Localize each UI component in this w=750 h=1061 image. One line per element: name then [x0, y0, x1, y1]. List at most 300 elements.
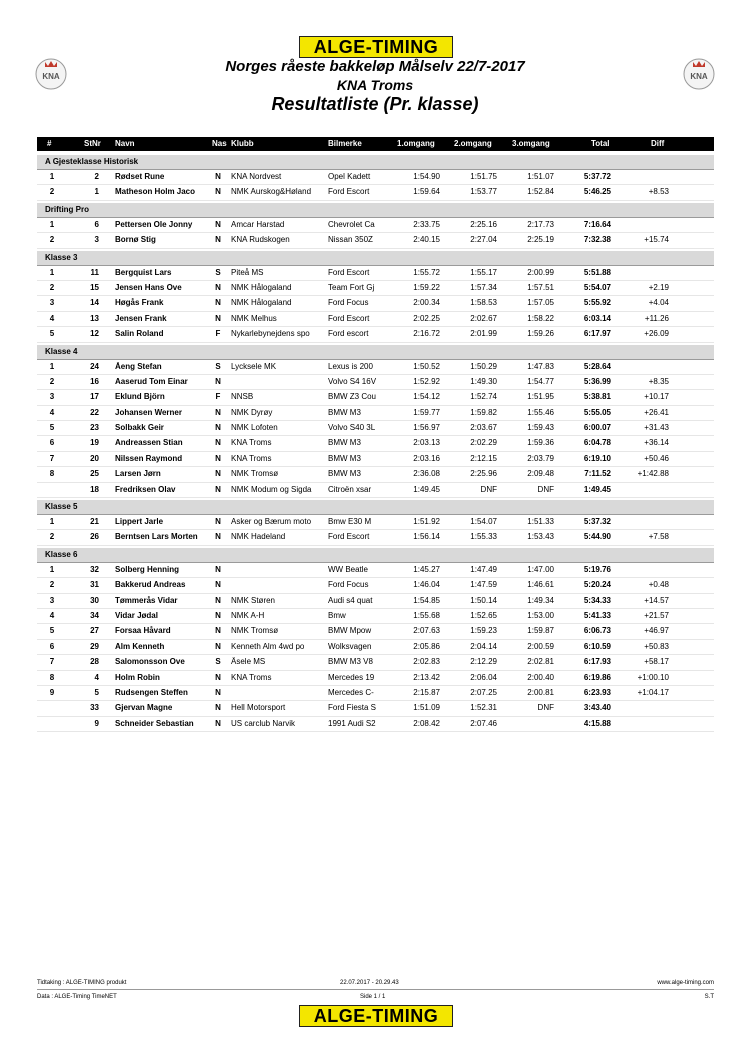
nation-cell: N: [215, 564, 221, 574]
class-name: Drifting Pro: [45, 204, 89, 214]
stnr-cell: 16: [90, 376, 99, 386]
omgang-1-cell: 2:15.87: [413, 687, 440, 697]
club-cell: NMK Tromsø: [231, 626, 279, 636]
omgang-3-cell: 1:52.84: [527, 187, 554, 197]
class-header: [37, 345, 714, 360]
nation-cell: N: [215, 687, 221, 697]
total-cell: 6:23.93: [583, 687, 611, 697]
name-cell: Jensen Hans Ove: [115, 282, 182, 292]
omgang-1-cell: 1:50.52: [413, 361, 440, 371]
total-cell: 7:16.64: [583, 219, 611, 229]
class-header: [37, 203, 714, 218]
omgang-1-cell: 1:59.22: [413, 282, 440, 292]
stnr-cell: 25: [90, 469, 99, 479]
omgang-1-cell: 2:03.13: [413, 438, 440, 448]
total-cell: 5:51.88: [583, 267, 611, 277]
stnr-cell: 24: [90, 361, 99, 371]
car-cell: BMW M3: [328, 453, 361, 463]
total-cell: 5:41.33: [583, 610, 611, 620]
table-row: [37, 281, 714, 296]
total-cell: 1:49.45: [583, 484, 611, 494]
omgang-1-cell: 1:51.09: [413, 703, 440, 713]
omgang-2-cell: 2:03.67: [470, 423, 497, 433]
stnr-cell: 34: [90, 610, 99, 620]
pos-cell: 1: [49, 564, 55, 574]
name-cell: Salin Roland: [115, 329, 164, 339]
nation-cell: N: [215, 172, 221, 181]
total-cell: 6:19.10: [583, 453, 611, 463]
pos-cell: 3: [49, 392, 55, 402]
stnr-cell: 6: [94, 219, 99, 229]
omgang-1-cell: 2:36.08: [413, 469, 440, 479]
name-cell: Høgås Frank: [115, 298, 164, 308]
omgang-3-cell: 2:25.19: [527, 235, 554, 245]
table-row: [37, 530, 714, 545]
nation-cell: F: [215, 329, 221, 339]
total-cell: 5:19.76: [583, 564, 611, 574]
omgang-2-cell: 2:04.14: [470, 641, 497, 651]
name-cell: Pettersen Ole Jonny: [115, 219, 193, 229]
name-cell: Åeng Stefan: [115, 361, 162, 371]
table-row: [37, 406, 714, 421]
omgang-2-cell: 2:07.46: [470, 718, 497, 728]
diff-cell: +46.97: [644, 626, 669, 636]
total-cell: 6:19.86: [583, 672, 611, 682]
car-cell: Ford Focus: [328, 580, 369, 590]
omgang-1-cell: 2:16.72: [413, 329, 440, 339]
name-cell: Matheson Holm Jaco: [115, 187, 196, 197]
table-row: [37, 515, 714, 530]
omgang-1-cell: 2:02.83: [413, 657, 440, 667]
name-cell: Lippert Jarle: [115, 517, 164, 527]
table-row: [37, 436, 714, 451]
omgang-1-cell: 2:03.16: [413, 453, 440, 463]
event-title: Norges råeste bakkeløp Målselv 22/7-2017: [225, 58, 525, 75]
omgang-1-cell: 1:55.68: [413, 610, 440, 620]
car-cell: Bmw E30 M: [328, 517, 372, 527]
nation-cell: N: [215, 672, 221, 682]
car-cell: BMW M3: [328, 407, 361, 417]
pos-cell: 3: [49, 595, 55, 605]
pos-cell: 1: [49, 172, 55, 181]
total-cell: 6:00.07: [583, 423, 611, 433]
car-cell: Mercedes C-: [328, 687, 374, 697]
alge-timing-logo-bottom: ALGE-TIMING: [299, 1005, 453, 1027]
table-row: [37, 686, 714, 701]
omgang-1-cell: 2:40.15: [413, 235, 440, 245]
club-cell: NMK Hålogaland: [231, 282, 292, 292]
pos-cell: 6: [49, 438, 55, 448]
stnr-cell: 5: [94, 687, 99, 697]
nation-cell: N: [215, 423, 221, 433]
omgang-1-cell: 2:02.25: [413, 313, 440, 323]
omgang-1-cell: 1:54.12: [413, 392, 440, 402]
omgang-3-cell: 1:55.46: [527, 407, 554, 417]
total-cell: 6:04.78: [583, 438, 611, 448]
stnr-cell: 1: [94, 187, 99, 197]
omgang-3-cell: 2:00.99: [527, 267, 554, 277]
name-cell: Tømmerås Vidar: [115, 595, 178, 605]
nation-cell: N: [215, 610, 221, 620]
car-cell: BMW M3: [328, 469, 361, 479]
name-cell: Rødset Rune: [115, 172, 165, 181]
nation-cell: N: [215, 641, 221, 651]
stnr-cell: 22: [90, 407, 99, 417]
nation-cell: N: [215, 595, 221, 605]
pos-cell: 8: [49, 672, 55, 682]
car-cell: BMW Mpow: [328, 626, 372, 636]
name-cell: Bergquist Lars: [115, 267, 172, 277]
club-cell: Nykarlebynejdens spo: [231, 329, 310, 339]
nation-cell: N: [215, 376, 221, 386]
pos-cell: 2: [49, 532, 55, 542]
omgang-1-cell: 2:00.34: [413, 298, 440, 308]
omgang-1-cell: 1:59.64: [413, 187, 440, 197]
omgang-1-cell: 1:49.45: [413, 484, 440, 494]
car-cell: Opel Kadett: [328, 172, 371, 181]
table-row: [37, 655, 714, 670]
omgang-2-cell: 2:25.96: [470, 469, 497, 479]
results-table: [37, 153, 714, 732]
col-omgang-3: 3.omgang: [512, 139, 550, 148]
footer-data-source: Data : ALGE-Timing TimeNET: [37, 994, 117, 1000]
footer-timing: Tidtaking : ALGE-TIMING produkt: [37, 980, 127, 986]
col-klubb: Klubb: [231, 139, 254, 148]
pos-cell: 5: [49, 626, 55, 636]
stnr-cell: 26: [90, 532, 99, 542]
diff-cell: +0.48: [648, 580, 669, 590]
car-cell: Ford Escort: [328, 532, 370, 542]
omgang-3-cell: 1:59.36: [527, 438, 554, 448]
footer-website: www.alge-timing.com: [657, 980, 714, 986]
omgang-1-cell: 2:08.42: [413, 718, 440, 728]
total-cell: 4:15.88: [583, 718, 611, 728]
car-cell: Lexus is 200: [328, 361, 373, 371]
diff-cell: +26.09: [644, 329, 669, 339]
omgang-2-cell: 1:57.34: [470, 282, 497, 292]
col-stnr: StNr: [84, 139, 101, 148]
stnr-cell: 28: [90, 657, 99, 667]
omgang-3-cell: 2:00.59: [527, 641, 554, 651]
omgang-2-cell: 1:51.75: [470, 172, 497, 181]
omgang-2-cell: DNF: [480, 484, 497, 494]
col-diff: Diff: [651, 139, 665, 148]
nation-cell: N: [215, 453, 221, 463]
table-row: [37, 701, 714, 716]
stnr-cell: 23: [90, 423, 99, 433]
nation-cell: F: [215, 392, 221, 402]
class-name: A Gjesteklasse Historisk: [45, 157, 139, 166]
diff-cell: +14.57: [644, 595, 669, 605]
club-cell: NMK Tromsø: [231, 469, 279, 479]
omgang-3-cell: 1:53.00: [527, 610, 554, 620]
stnr-cell: 3: [94, 235, 99, 245]
nation-cell: S: [215, 657, 221, 667]
omgang-3-cell: 1:47.00: [527, 564, 554, 574]
diff-cell: +1:00.10: [637, 672, 669, 682]
omgang-2-cell: 2:07.25: [470, 687, 497, 697]
footer-initials: S.T: [704, 994, 714, 1000]
omgang-3-cell: 1:54.77: [527, 376, 554, 386]
omgang-3-cell: 2:02.81: [527, 657, 554, 667]
name-cell: Larsen Jørn: [115, 469, 161, 479]
car-cell: Ford Focus: [328, 298, 369, 308]
col-bilmerke: Bilmerke: [328, 139, 362, 148]
club-cell: NMK Lofoten: [231, 423, 278, 433]
stnr-cell: 19: [90, 438, 99, 448]
club-cell: Kenneth Alm 4wd po: [231, 641, 305, 651]
diff-cell: +8.53: [648, 187, 669, 197]
car-cell: Citroën xsar: [328, 484, 372, 494]
omgang-3-cell: 2:00.40: [527, 672, 554, 682]
omgang-1-cell: 2:05.86: [413, 641, 440, 651]
stnr-cell: 18: [90, 484, 99, 494]
nation-cell: N: [215, 187, 221, 197]
car-cell: Wolksvagen: [328, 641, 372, 651]
col-omgang-1: 1.omgang: [397, 139, 435, 148]
diff-cell: +4.04: [648, 298, 669, 308]
omgang-2-cell: 1:55.33: [470, 532, 497, 542]
name-cell: Forsaa Håvard: [115, 626, 171, 636]
club-cell: NMK Dyrøy: [231, 407, 273, 417]
stnr-cell: 15: [90, 282, 99, 292]
class-name: Klasse 6: [45, 549, 78, 559]
diff-cell: +1:42.88: [637, 469, 669, 479]
club-cell: Åsele MS: [231, 657, 266, 667]
pos-cell: 2: [49, 235, 55, 245]
table-row: [37, 717, 714, 732]
omgang-3-cell: 1:49.34: [527, 595, 554, 605]
car-cell: Ford Fiesta S: [328, 703, 377, 713]
club-cell: Piteå MS: [231, 267, 264, 277]
pos-cell: 1: [49, 361, 55, 371]
stnr-cell: 17: [90, 392, 99, 402]
total-cell: 5:55.92: [583, 298, 611, 308]
nation-cell: N: [215, 517, 221, 527]
name-cell: Jensen Frank: [115, 313, 167, 323]
col-nas: Nas: [212, 139, 227, 148]
club-cell: KNA Troms: [231, 453, 272, 463]
pos-cell: 1: [49, 219, 55, 229]
organizer: KNA Troms: [336, 77, 414, 93]
total-cell: 5:54.07: [583, 282, 611, 292]
club-cell: Hell Motorsport: [231, 703, 286, 713]
nation-cell: S: [215, 361, 221, 371]
omgang-2-cell: 1:50.29: [470, 361, 497, 371]
class-header: [37, 251, 714, 266]
diff-cell: +26.41: [644, 407, 669, 417]
total-cell: 5:46.25: [583, 187, 611, 197]
club-cell: NMK Hadeland: [231, 532, 286, 542]
diff-cell: +58.17: [644, 657, 669, 667]
club-cell: Asker og Bærum moto: [231, 517, 312, 527]
table-row: [37, 452, 714, 467]
total-cell: 5:37.32: [583, 517, 611, 527]
omgang-1-cell: 2:07.63: [413, 626, 440, 636]
table-row: [37, 578, 714, 593]
omgang-3-cell: 1:57.05: [527, 298, 554, 308]
table-row: [37, 218, 714, 233]
omgang-2-cell: 1:50.14: [470, 595, 497, 605]
omgang-1-cell: 2:33.75: [413, 219, 440, 229]
stnr-cell: 13: [90, 313, 99, 323]
omgang-3-cell: 2:09.48: [527, 469, 554, 479]
nation-cell: N: [215, 313, 221, 323]
omgang-2-cell: 2:06.04: [470, 672, 497, 682]
total-cell: 5:44.90: [583, 532, 611, 542]
diff-cell: +15.74: [644, 235, 669, 245]
omgang-2-cell: 1:49.30: [470, 376, 497, 386]
omgang-3-cell: 1:59.26: [527, 329, 554, 339]
class-header: [37, 548, 714, 563]
car-cell: Volvo S4 16V: [328, 376, 377, 386]
pos-cell: 5: [49, 329, 55, 339]
total-cell: 6:17.97: [583, 329, 611, 339]
omgang-2-cell: 2:02.67: [470, 313, 497, 323]
omgang-2-cell: 2:01.99: [470, 329, 497, 339]
name-cell: Vidar Jødal: [115, 610, 158, 620]
total-cell: 5:37.72: [583, 172, 611, 181]
nation-cell: N: [215, 298, 221, 308]
omgang-3-cell: 1:51.07: [527, 172, 554, 181]
car-cell: 1991 Audi S2: [328, 718, 376, 728]
omgang-1-cell: 1:55.72: [413, 267, 440, 277]
omgang-3-cell: DNF: [537, 484, 554, 494]
total-cell: 6:17.93: [583, 657, 611, 667]
diff-cell: +8.35: [648, 376, 669, 386]
svg-text:KNA: KNA: [690, 72, 708, 81]
total-cell: 5:34.33: [583, 595, 611, 605]
club-cell: NMK Hålogaland: [231, 298, 292, 308]
nation-cell: N: [215, 484, 221, 494]
table-row: [37, 375, 714, 390]
alge-timing-logo-top: ALGE-TIMING: [299, 36, 453, 58]
col-omgang-2: 2.omgang: [454, 139, 492, 148]
pos-cell: 4: [49, 407, 55, 417]
class-name: Klasse 4: [45, 346, 78, 356]
total-cell: 3:43.40: [583, 703, 611, 713]
table-row: [37, 483, 714, 498]
footer-datetime: 22.07.2017 - 20.29.43: [340, 980, 399, 986]
omgang-2-cell: 1:55.17: [470, 267, 497, 277]
omgang-3-cell: 2:03.79: [527, 453, 554, 463]
club-cell: NMK A-H: [231, 610, 265, 620]
club-cell: KNA Troms: [231, 438, 272, 448]
total-cell: 5:55.05: [583, 407, 611, 417]
car-cell: Nissan 350Z: [328, 235, 373, 245]
footer-page-number: Side 1 / 1: [360, 994, 386, 1000]
pos-cell: 1: [49, 517, 55, 527]
omgang-1-cell: 1:56.97: [413, 423, 440, 433]
name-cell: Solbakk Geir: [115, 423, 164, 433]
stnr-cell: 14: [90, 298, 99, 308]
car-cell: Audi s4 quat: [328, 595, 373, 605]
name-cell: Bornø Stig: [115, 235, 156, 245]
table-row: [37, 266, 714, 281]
name-cell: Solberg Henning: [115, 564, 179, 574]
total-cell: 7:32.38: [583, 235, 611, 245]
stnr-cell: 29: [90, 641, 99, 651]
omgang-3-cell: DNF: [537, 703, 554, 713]
omgang-2-cell: 2:12.15: [470, 453, 497, 463]
car-cell: Ford Escort: [328, 187, 370, 197]
name-cell: Johansen Werner: [115, 407, 182, 417]
omgang-2-cell: 2:02.29: [470, 438, 497, 448]
stnr-cell: 21: [90, 517, 99, 527]
omgang-2-cell: 1:59.23: [470, 626, 497, 636]
club-cell: Amcar Harstad: [231, 219, 285, 229]
diff-cell: +1:04.17: [637, 687, 669, 697]
stnr-cell: 9: [94, 718, 99, 728]
pos-cell: 7: [49, 657, 55, 667]
nation-cell: S: [215, 267, 221, 277]
club-cell: NNSB: [231, 392, 254, 402]
pos-cell: 6: [49, 641, 55, 651]
nation-cell: N: [215, 282, 221, 292]
total-cell: 5:38.81: [583, 392, 611, 402]
omgang-1-cell: 1:54.90: [413, 172, 440, 181]
omgang-2-cell: 1:58.53: [470, 298, 497, 308]
name-cell: Salomonsson Ove: [115, 657, 185, 667]
car-cell: BMW M3 V8: [328, 657, 373, 667]
name-cell: Gjervan Magne: [115, 703, 173, 713]
page-title: Resultatliste (Pr. klasse): [271, 94, 479, 114]
stnr-cell: 31: [90, 580, 99, 590]
table-header: [37, 137, 714, 151]
omgang-3-cell: 2:00.81: [527, 687, 554, 697]
omgang-2-cell: 2:27.04: [470, 235, 497, 245]
table-row: [37, 467, 714, 482]
nation-cell: N: [215, 438, 221, 448]
pos-cell: 4: [49, 313, 55, 323]
omgang-3-cell: 1:47.83: [527, 361, 554, 371]
omgang-1-cell: 1:46.04: [413, 580, 440, 590]
table-row: [37, 296, 714, 311]
table-row: [37, 594, 714, 609]
club-cell: US carclub Narvik: [231, 718, 296, 728]
stnr-cell: 30: [90, 595, 99, 605]
car-cell: WW Beatle: [328, 564, 369, 574]
col-pos: #: [47, 139, 52, 148]
nation-cell: N: [215, 626, 221, 636]
nation-cell: N: [215, 718, 221, 728]
pos-cell: 3: [49, 298, 55, 308]
name-cell: Eklund Björn: [115, 392, 165, 402]
nation-cell: N: [215, 235, 221, 245]
omgang-3-cell: 2:17.73: [527, 219, 554, 229]
car-cell: BMW Z3 Cou: [328, 392, 377, 402]
omgang-3-cell: 1:57.51: [527, 282, 554, 292]
omgang-2-cell: 1:52.65: [470, 610, 497, 620]
name-cell: Andreassen Stian: [115, 438, 183, 448]
name-cell: Fredriksen Olav: [115, 484, 176, 494]
table-row: [37, 312, 714, 327]
nation-cell: N: [215, 469, 221, 479]
class-header: [37, 155, 714, 170]
total-cell: 5:28.64: [583, 361, 611, 371]
col-total: Total: [591, 139, 610, 148]
total-cell: 5:36.99: [583, 376, 611, 386]
diff-cell: +2.19: [648, 282, 669, 292]
stnr-cell: 33: [90, 703, 99, 713]
nation-cell: N: [215, 407, 221, 417]
table-row: [37, 640, 714, 655]
table-row: [37, 563, 714, 578]
stnr-cell: 2: [94, 172, 99, 181]
omgang-1-cell: 2:13.42: [413, 672, 440, 682]
name-cell: Berntsen Lars Morten: [115, 532, 198, 542]
omgang-2-cell: 1:54.07: [470, 517, 497, 527]
